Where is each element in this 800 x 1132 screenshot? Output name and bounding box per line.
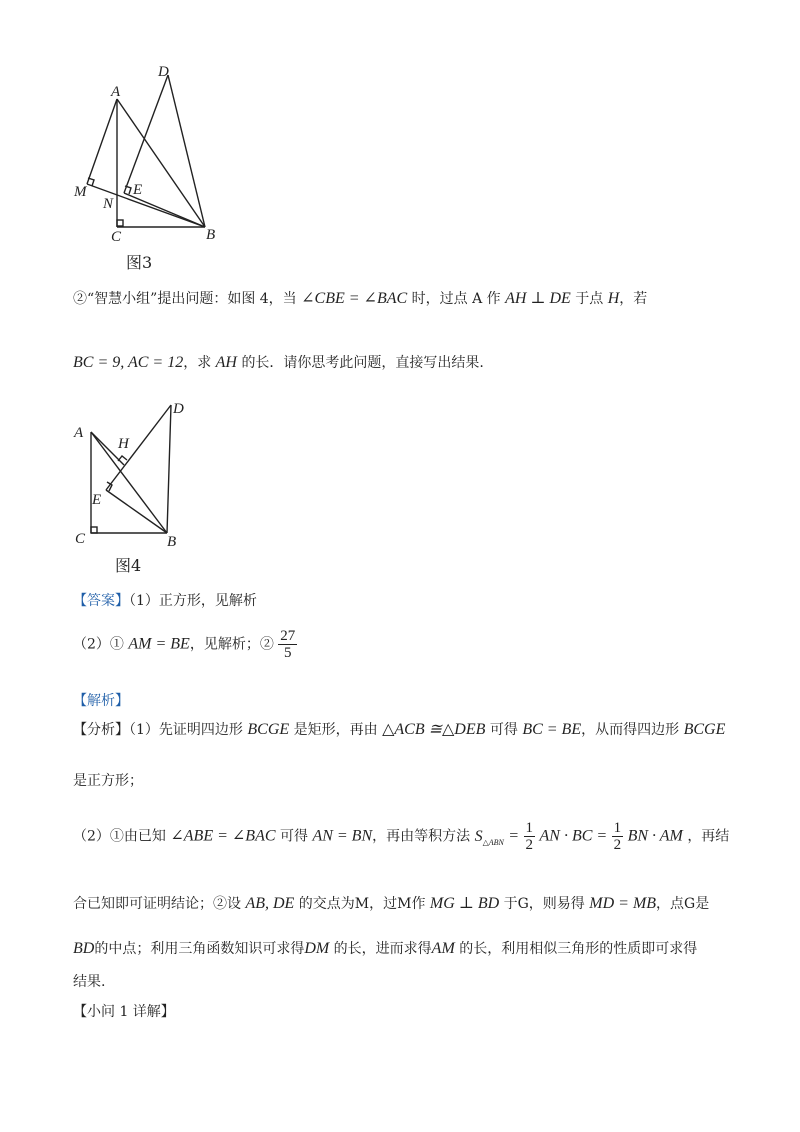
problem-2-line-2: BC = 9, AC = 12，求 AH 的长．请你思考此问题，直接写出结果.	[73, 354, 484, 371]
figure-4-diagram	[70, 395, 200, 555]
fig3-label-A: A	[111, 84, 121, 100]
answer-line-1: 【答案】（1）正方形，见解析	[73, 593, 257, 609]
fig3-label-D: D	[158, 64, 169, 80]
fenxi-line-6: 结果.	[73, 974, 106, 990]
answer-line-2: （2）① AM = BE，见解析；② $\frac{27}{5}$	[73, 628, 296, 661]
fig3-label-M: M	[74, 184, 87, 200]
fig3-label-E: E	[133, 182, 143, 198]
fig3-label-N: N	[103, 196, 114, 212]
fenxi-line-4: 合已知即可证明结论；②设 AB, DE 的交点为M，过M作 MG ⊥ BD 于G，则易得 MD = MB，点G是	[73, 895, 710, 912]
answer-fraction: $\frac{27}{5}$	[280, 628, 296, 661]
detail-heading: 【小问 1 详解】	[73, 1004, 175, 1020]
fenxi-line-2: 是正方形；	[73, 773, 143, 789]
fig4-label-D: D	[173, 401, 184, 417]
figure-3-diagram	[60, 55, 240, 275]
fig4-label-E: E	[92, 492, 102, 508]
fenxi-line-1: 【分析】（1）先证明四边形 BCGE 是矩形，再由 △ACB ≅△DEB 可得 BC = BE，从而得四边形 BCGE	[73, 721, 726, 738]
fig4-label-H: H	[118, 436, 129, 452]
fig3-label-B: B	[206, 227, 216, 243]
fig4-label-A: A	[74, 425, 84, 441]
answer-tag: 【答案】	[73, 593, 129, 609]
figure-4-caption: 图4	[115, 556, 142, 575]
problem-2-line-1: ②“智慧小组”提出问题：如图 4，当 ∠CBE = ∠BAC 时，过点 A 作 AH ⊥ DE 于点 H，若	[73, 290, 648, 307]
fig4-label-C: C	[75, 531, 86, 547]
fig3-label-C: C	[111, 229, 122, 245]
fenxi-line-5: BD的中点；利用三角函数知识可求得DM 的长，进而求得AM 的长，利用相似三角形的性质即可求得	[73, 940, 698, 957]
analysis-tag: 【解析】	[73, 693, 129, 709]
fig4-label-B: B	[167, 534, 177, 550]
figure-3-caption: 图3	[126, 253, 153, 272]
fenxi-line-3: （2）①由已知 ∠ABE = ∠BAC 可得 AN = BN，再由等积方法 $S_{\triangle ABN}$ = $\frac{1}{2}$ AN · BC = $\frac{1}{2}$ BN · AM ，再结	[73, 820, 730, 853]
